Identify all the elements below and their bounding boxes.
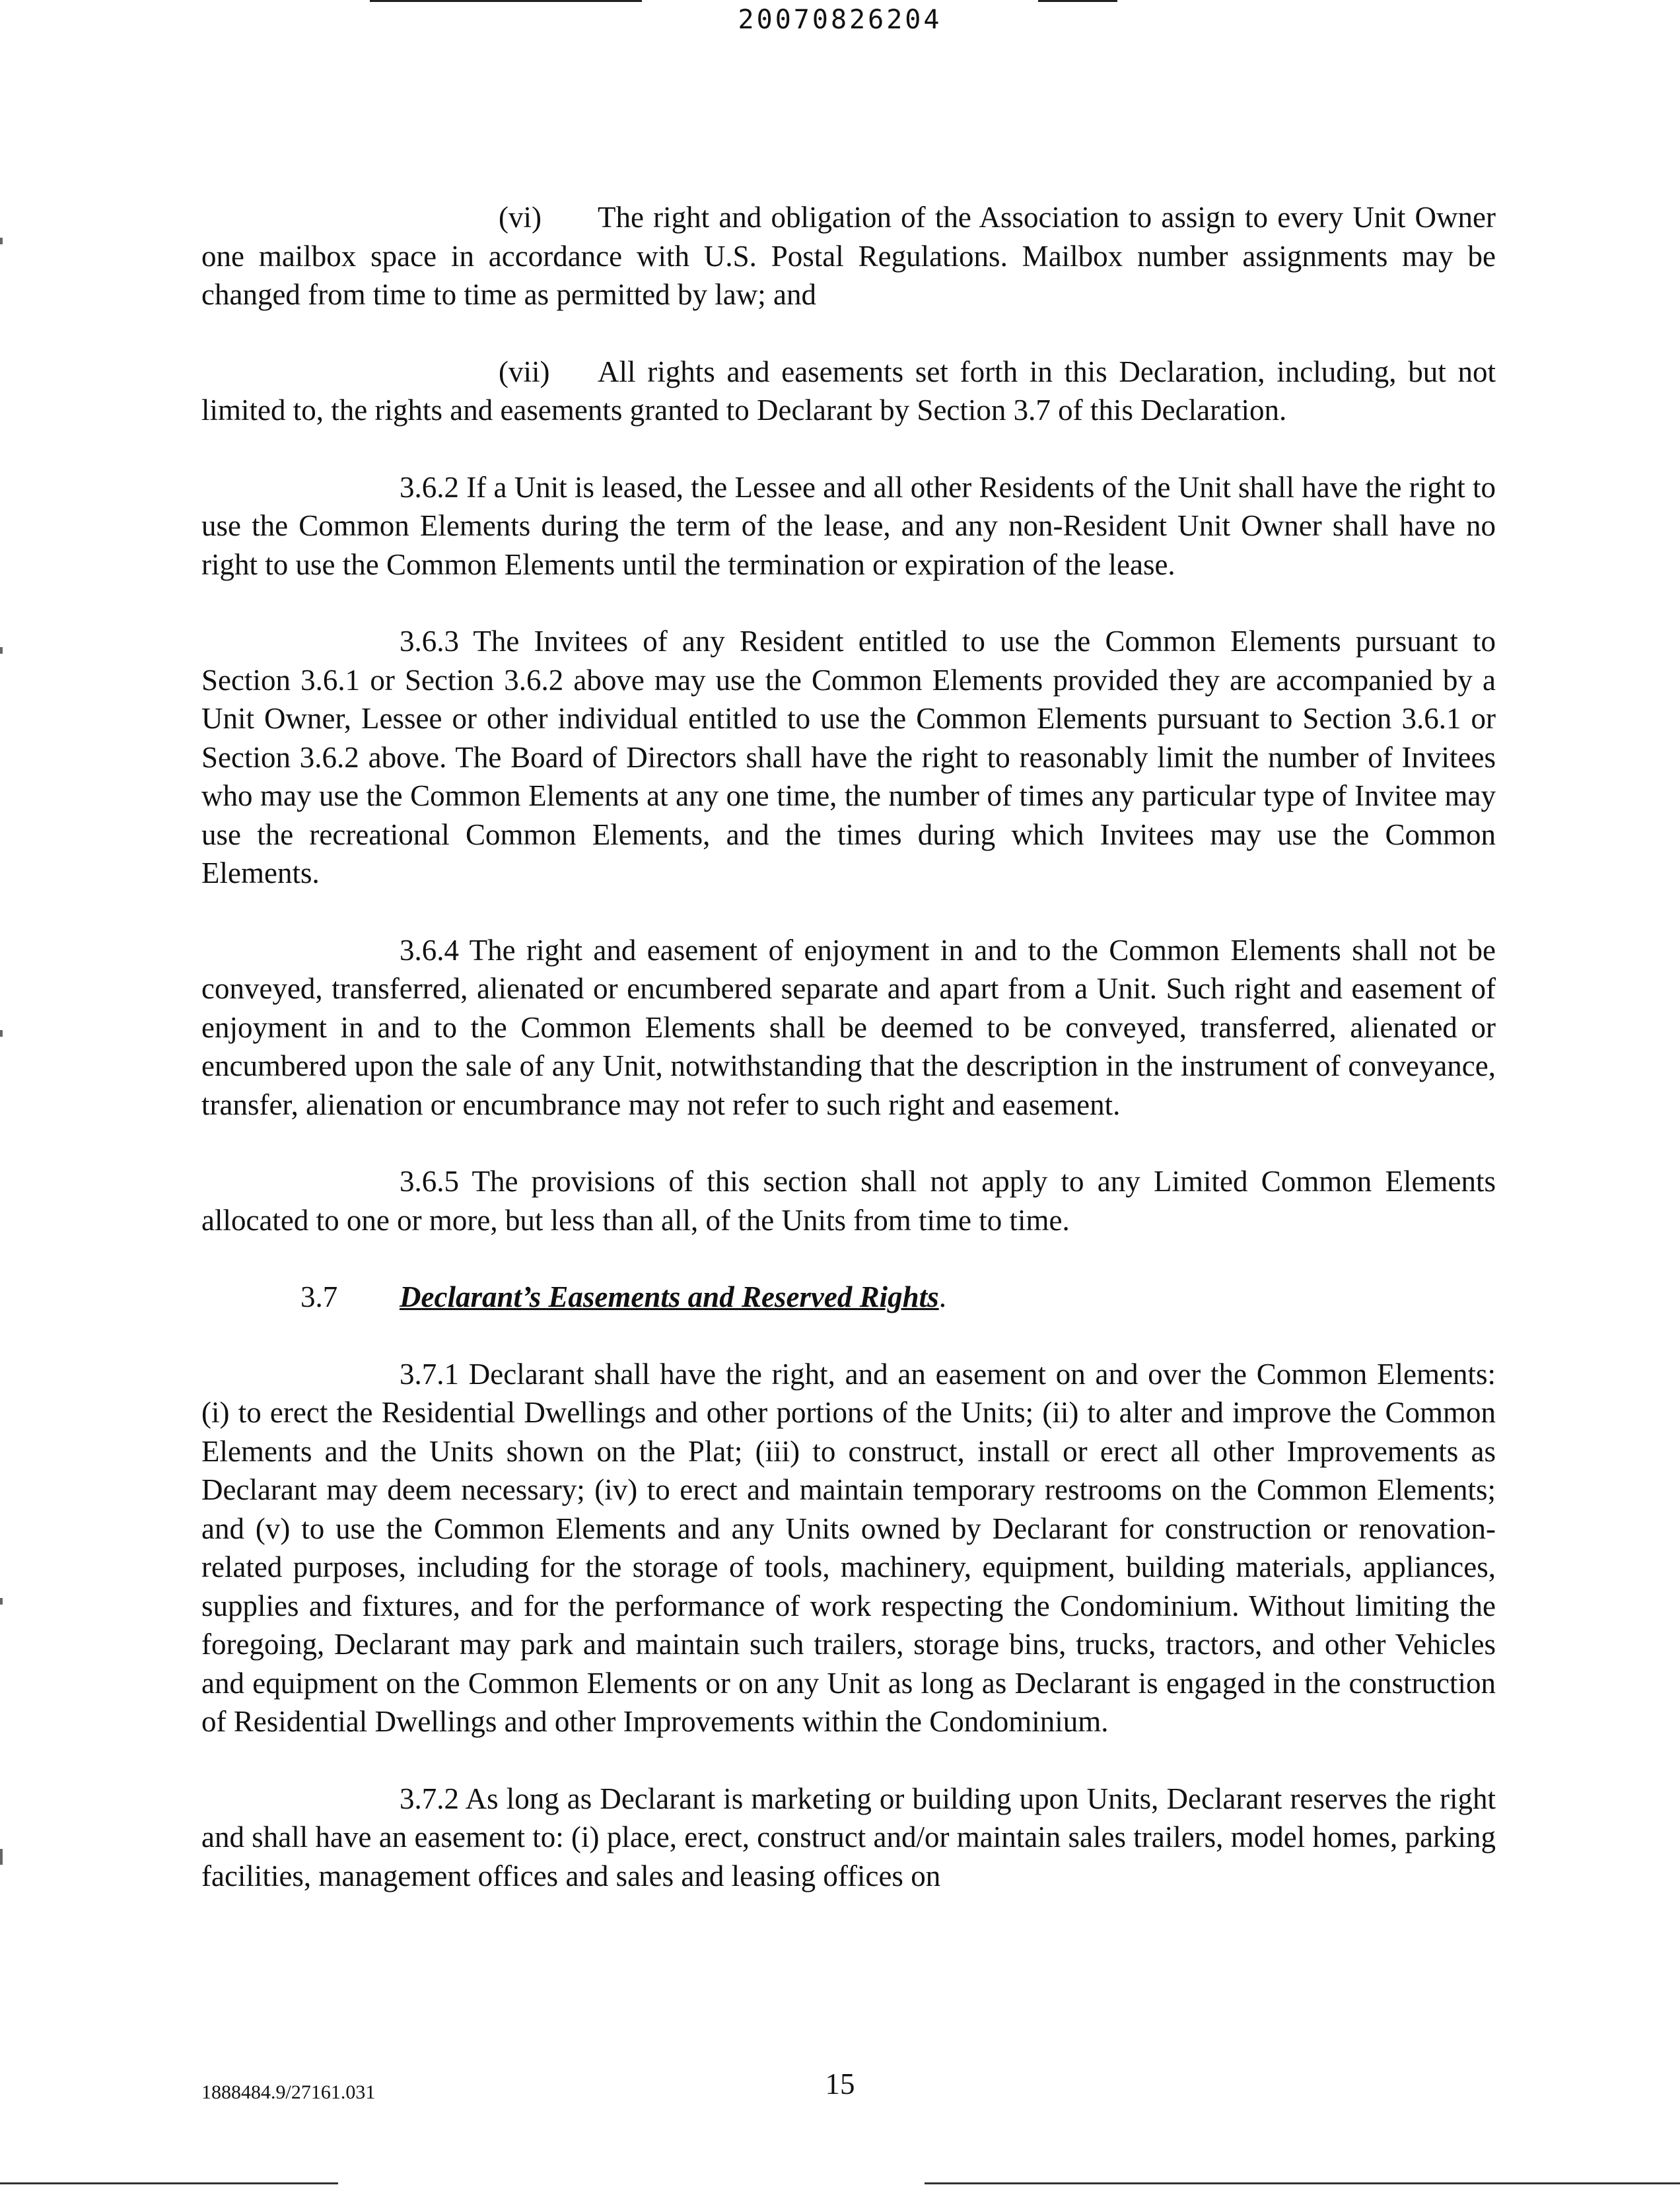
footer-rule-left (0, 2182, 338, 2184)
recording-number: 20070826204 (738, 5, 942, 35)
section-heading-3-7 (201, 1278, 1496, 1317)
paragraph-vi (201, 198, 1496, 314)
page-number: 15 (825, 2067, 855, 2100)
paragraph-text: All rights and easements set forth in this Declaration, including, but not limited to, the rights and easements granted to Declarant by Section 3.7 of this Declaration. (201, 355, 1496, 427)
paragraph-text: The right and obligation of the Association to assign to every Unit Owner one mailbox space in accordance with U.S. Postal Regulations. Mailbox number assignments may be changed from time to time as permitted by law; and (201, 201, 1496, 311)
header-rule-left (370, 0, 642, 2)
margin-mark (0, 238, 3, 244)
paragraph-vii (201, 353, 1496, 430)
paragraph-3-7-1: 3.7.1 Declarant shall have the right, and an easement on and over the Common Elements: (i) to erect the Residential Dwellings and other portions of the Units; (ii) to alter and improve the Common Elements and the Units shown on the Plat; (iii) to construct, install or erect all other Improvements as Declarant may deem necessary; (iv) to erect and maintain temporary restrooms on the Common Elements; and (v) to use the Common Elements and any Units owned by Declarant for construction or renovation-related purposes, including for the storage of tools, machinery, equipment, building materials, appliances, supplies and fixtures, and for the performance of work respecting the Condominium. Without limiting the foregoing, Declarant may park and maintain such trailers, storage bins, trucks, tractors, and other Vehicles and equipment on the Common Elements or on any Unit as long as Declarant is engaged in the construction of Residential Dwellings and other Improvements within the Condominium. (201, 1357, 1496, 1738)
paragraph-3-6-4: 3.6.4 The right and easement of enjoyment in and to the Common Elements shall not be conveyed, transferred, alienated or encumbered separate and apart from a Unit. Such right and easement of enjoyment in and to the Common Elements shall be deemed to be conveyed, transferred, alienated or encumbered upon the sale of any Unit, notwithstanding that the description in the instrument of conveyance, transfer, alienation or encumbrance may not refer to such right and easement. (201, 933, 1496, 1121)
list-label: (vi) (499, 201, 542, 234)
section-number: 3.7 (300, 1280, 338, 1313)
document-id: 1888484.9/27161.031 (201, 2081, 376, 2103)
list-label: (vii) (499, 355, 550, 388)
paragraph-3-7-2: 3.7.2 As long as Declarant is marketing or building upon Units, Declarant reserves the right and shall have an easement to: (i) place, erect, construct and/or maintain sales trailers, model homes, parking facilities, management offices and sales and leasing offices on (201, 1782, 1496, 1892)
margin-mark (0, 1849, 3, 1865)
paragraph-3-6-5: 3.6.5 The provisions of this section shall not apply to any Limited Common Elements allocated to one or more, but less than all, of the Units from time to time. (201, 1165, 1496, 1237)
margin-mark (0, 647, 3, 654)
header-rule-right (1038, 0, 1117, 2)
paragraph-3-6-3: 3.6.3 The Invitees of any Resident entitled to use the Common Elements pursuant to Section 3.6.1 or Section 3.6.2 above may use the Common Elements provided they are accompanied by a Unit Owner, Lessee or other individual entitled to use the Common Elements pursuant to Section 3.6.1 or Section 3.6.2 above. The Board of Directors shall have the right to reasonably limit the number of Invitees who may use the Common Elements at any one time, the number of times any particular type of Invitee may use the recreational Common Elements, and the times during which Invitees may use the Common Elements. (201, 625, 1496, 889)
margin-mark (0, 1598, 3, 1605)
section-title: Declarant’s Easements and Reserved Rights (400, 1280, 939, 1313)
margin-mark (0, 1030, 3, 1037)
document-body (201, 198, 1496, 1933)
footer-rule-right (925, 2182, 1680, 2184)
section-title-period: . (938, 1280, 946, 1313)
paragraph-3-6-2: 3.6.2 If a Unit is leased, the Lessee and all other Residents of the Unit shall have the right to use the Common Elements during the term of the lease, and any non-Resident Unit Owner shall have no right to use the Common Elements until the termination or expiration of the lease. (201, 470, 1496, 581)
